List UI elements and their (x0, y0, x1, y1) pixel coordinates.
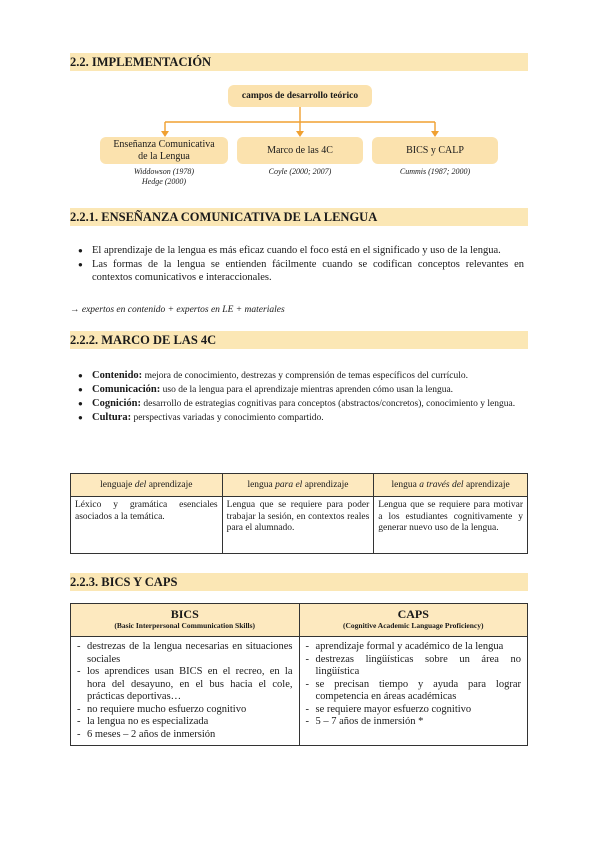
list-item: - los aprendices usan BICS en el recreo, en la hora del desayuno, en el bus hacia el cole, prácticas deportivas… (77, 666, 293, 704)
term: Comunicación: (92, 384, 161, 395)
term: Cultura: (92, 412, 132, 423)
list-item: - la lengua no es especializada (77, 716, 293, 729)
header-title: BICS (170, 607, 199, 621)
ecl-note: → expertos en contenido + expertos en LE + materiales (70, 305, 285, 315)
bics-header (71, 604, 300, 637)
bics-list (77, 641, 293, 741)
caps-cell (299, 637, 528, 746)
list-item: - aprendizaje formal y académico de la lengua (306, 641, 522, 654)
section-heading-4c (70, 331, 528, 349)
list-item (78, 411, 524, 425)
fourc-bullet-list (78, 369, 524, 425)
branch-label: BICS y CALP (406, 144, 464, 156)
list-item (78, 383, 524, 397)
list-item (78, 369, 524, 383)
ecl-bullet-list (78, 244, 524, 285)
diagram-root (228, 85, 372, 107)
term-text: mejora de conocimiento, destrezas y comprensión de temas específicos del currículo. (142, 371, 468, 381)
section-heading-ecl (70, 208, 528, 226)
cite-line: Coyle (2000; 2007) (268, 167, 332, 176)
header-text: lengua (391, 480, 420, 490)
cite-line: Cummis (1987; 2000) (399, 167, 471, 176)
header-text: aprendizaje (146, 480, 193, 490)
term-text: perspectivas variadas y conocimiento compartido. (131, 413, 324, 423)
section-title: 2.2.3. BICS Y CAPS (70, 575, 178, 589)
header-emphasis: a través del (419, 480, 464, 490)
list-item: - 6 meses – 2 años de inmersión (77, 729, 293, 742)
diagram-root-label: campos de desarrollo teórico (241, 91, 359, 101)
diagram-cite-4c (237, 167, 363, 177)
branch-label: Marco de las 4C (267, 144, 333, 156)
list-item: ● El aprendizaje de la lengua es más eficaz cuando el foco está en el significado y uso de la lengua. (78, 244, 524, 258)
diagram-branch-bics (372, 137, 498, 164)
header-subtitle: (Basic Interpersonal Communication Skills) (114, 621, 256, 630)
term: Contenido: (92, 370, 143, 381)
header-text: aprendizaje (302, 480, 349, 490)
table-cell: Lengua que se requiere para poder trabajar la sesión, en contextos reales para el alumnado. (222, 497, 374, 554)
table-header (374, 474, 528, 497)
header-title: CAPS (397, 607, 429, 621)
branch-label: Enseñanza Comunicativa (113, 138, 215, 150)
list-item: - destrezas de la lengua necesarias en situaciones sociales (77, 641, 293, 666)
table-cell: Lengua que se requiere para motivar a los estudiantes cognitivamente y generar nuevo uso de la lengua. (374, 497, 528, 554)
term-text: uso de la lengua para el aprendizaje mientras aprenden cómo usan la lengua. (160, 385, 454, 395)
caps-list (306, 641, 522, 729)
header-text: lengua (247, 480, 276, 490)
section-heading-bics (70, 573, 528, 591)
term-text: desarrollo de estrategias cognitivas para conceptos (abstractos/concretos), conocimiento y lengua. (141, 399, 516, 409)
term: Cognición: (92, 398, 142, 409)
table-header (222, 474, 374, 497)
list-item: - no requiere mucho esfuerzo cognitivo (77, 704, 293, 717)
section-title: 2.2.2. MARCO DE LAS 4C (70, 333, 217, 347)
section-title: 2.2.1. ENSEÑANZA COMUNICATIVA DE LA LENGUA (70, 210, 378, 224)
bics-cell (71, 637, 300, 746)
caps-header (299, 604, 528, 637)
list-item: ● Las formas de la lengua se entienden fácilmente cuando se codifican conceptos relevantes en contextos comunicativos e interaccionales. (78, 258, 524, 285)
header-text: aprendizaje (463, 480, 510, 490)
cite-line: Hedge (2000) (141, 177, 187, 186)
list-item: - destrezas lingüísticas sobre un área no lingüística (306, 654, 522, 679)
header-subtitle: (Cognitive Academic Language Proficiency) (343, 621, 484, 630)
diagram-branch-4c (237, 137, 363, 164)
list-item: - 5 – 7 años de inmersión * (306, 716, 522, 729)
list-item: - se precisan tiempo y ayuda para lograr competencia en áreas académicas (306, 679, 522, 704)
table-cell: Léxico y gramática esenciales asociados a la temática. (71, 497, 223, 554)
language-table (70, 473, 528, 554)
diagram-branch-ecl (100, 137, 228, 164)
branch-label: de la Lengua (138, 150, 190, 162)
diagram-cite-bics (372, 167, 498, 177)
cite-line: Widdowson (1978) (133, 167, 195, 176)
section-title: 2.2. IMPLEMENTACIÓN (70, 55, 212, 69)
header-emphasis: del (134, 480, 147, 490)
list-item (78, 397, 524, 411)
diagram-cite-ecl (100, 167, 228, 187)
list-item: - se requiere mayor esfuerzo cognitivo (306, 704, 522, 717)
header-text: lenguaje (100, 480, 135, 490)
table-header (71, 474, 223, 497)
header-emphasis: para el (275, 480, 303, 490)
bics-caps-table (70, 603, 528, 746)
